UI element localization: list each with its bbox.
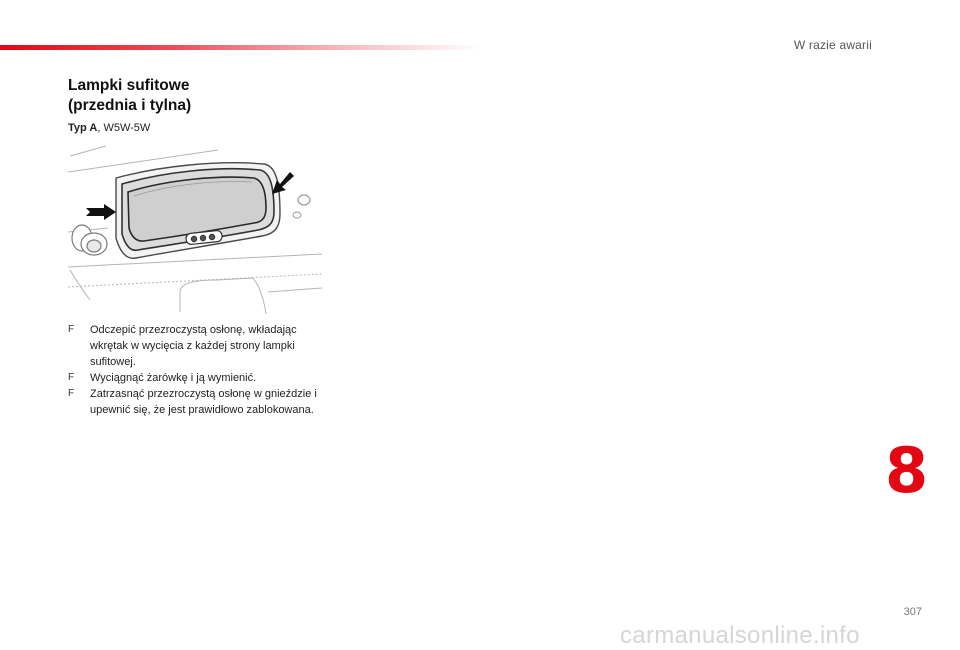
watermark: carmanualsonline.info	[620, 622, 860, 649]
step-bullet: F	[68, 388, 75, 399]
bulb-type-value: , W5W-5W	[97, 122, 151, 134]
ceiling-lamp-illustration	[68, 142, 324, 318]
bulb-type-line	[68, 122, 150, 134]
page-title-line-2: (przednia i tylna)	[68, 97, 192, 114]
step-bullet: F	[68, 372, 75, 383]
page-title	[68, 76, 328, 116]
chapter-number: 8	[885, 434, 929, 507]
page-title-line-1: Lampki sufitowe	[68, 77, 190, 94]
instruction-list	[68, 322, 330, 418]
header-accent-bar	[0, 45, 480, 50]
instruction-step	[68, 386, 330, 418]
ceiling-knob	[72, 225, 107, 255]
instruction-step-text: Wyciągnąć żarówkę i ją wymienić.	[90, 372, 257, 384]
instruction-step-text: Odczepić przezroczystą osłonę, wkładając wkrętak w wycięcia z każdej strony lampki sufitowej.	[90, 324, 297, 368]
instruction-step	[68, 322, 330, 370]
page-number: 307	[903, 606, 922, 618]
left-arrow-icon	[86, 204, 116, 220]
ceiling-lamp-drawing	[68, 142, 324, 318]
section-header-label: W razie awarii	[793, 38, 872, 52]
step-bullet: F	[68, 324, 75, 335]
bulb-type-label: Typ A	[68, 122, 98, 134]
instruction-step	[68, 370, 330, 386]
instruction-step-text: Zatrzasnąć przezroczystą osłonę w gnieździe i upewnić się, że jest prawidłowo zablokowana.	[90, 388, 317, 416]
